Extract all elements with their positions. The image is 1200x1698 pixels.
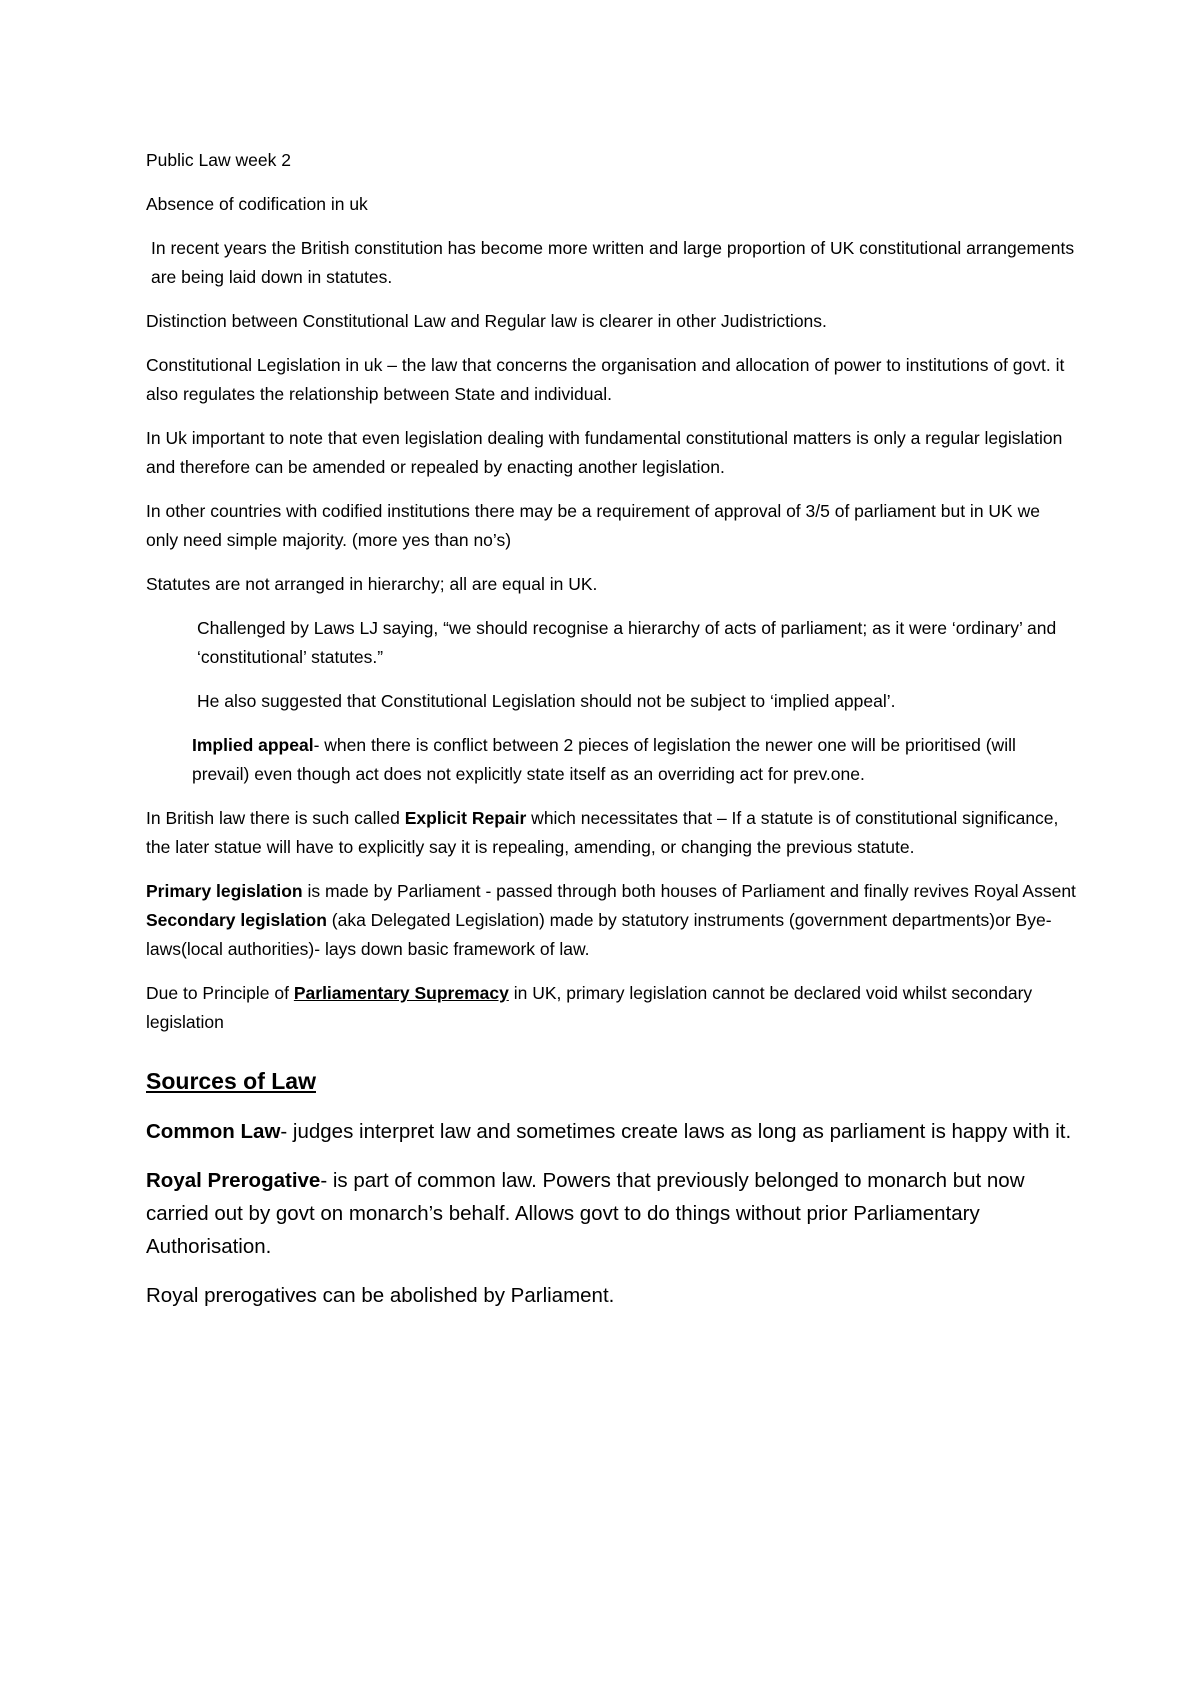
royal-prerogative-term: Royal Prerogative bbox=[146, 1169, 321, 1192]
paragraph-primary-legislation bbox=[146, 877, 1076, 906]
implied-appeal-definition: - when there is conflict between 2 pieces of legislation the newer one will be prioritised (will prevail) even though act does not explicitly state itself as an overriding act for prev.one. bbox=[192, 735, 1016, 784]
document-body bbox=[146, 146, 1076, 1328]
sources-of-law-heading: Sources of Law bbox=[146, 1068, 316, 1094]
common-law-term: Common Law bbox=[146, 1120, 281, 1143]
implied-appeal-term: Implied appeal bbox=[192, 735, 314, 755]
explicit-repair-intro: In British law there is such called bbox=[146, 808, 405, 828]
paragraph-suggested: He also suggested that Constitutional Legislation should not be subject to ‘implied appeal’. bbox=[197, 691, 896, 711]
secondary-legislation-term: Secondary legislation bbox=[146, 910, 327, 930]
paragraph-explicit-repair bbox=[146, 804, 1076, 862]
supremacy-definition: in UK, primary legislation cannot be declared void whilst secondary legislation bbox=[146, 983, 1033, 1032]
paragraph-important-note: In Uk important to note that even legislation dealing with fundamental constitutional matters is only a regular legislation and therefore can be amended or repealed by enacting another legislation. bbox=[146, 428, 1063, 477]
paragraph-challenged: Challenged by Laws LJ saying, “we should recognise a hierarchy of acts of parliament; as it were ‘ordinary’ and ‘constitutional’ statutes.” bbox=[197, 618, 1057, 667]
paragraph-royal-prerogative bbox=[146, 1164, 1076, 1263]
paragraph-parliamentary-supremacy bbox=[146, 979, 1076, 1037]
primary-legislation-definition: is made by Parliament - passed through both houses of Parliament and finally revives Royal Assent bbox=[302, 881, 1076, 901]
document-title: Public Law week 2 bbox=[146, 150, 291, 170]
paragraph-recent-years: In recent years the British constitution has become more written and large proportion of UK constitutional arrangements are being laid down in statutes. bbox=[151, 238, 1075, 287]
supremacy-intro: Due to Principle of bbox=[146, 983, 294, 1003]
paragraph-distinction: Distinction between Constitutional Law and Regular law is clearer in other Judistrictions. bbox=[146, 311, 827, 331]
secondary-legislation-definition: (aka Delegated Legislation) made by statutory instruments (government departments)or Bye-laws(local authorities)- lays down basic framework of law. bbox=[146, 910, 1052, 959]
paragraph-constitutional-legislation: Constitutional Legislation in uk – the law that concerns the organisation and allocation of power to institutions of govt. it also regulates the relationship between State and individual. bbox=[146, 355, 1065, 404]
paragraph-implied-appeal bbox=[146, 731, 1076, 789]
explicit-repair-definition: which necessitates that – If a statute is of constitutional significance, the later statue will have to explicitly say it is repealing, amending, or changing the previous statute. bbox=[146, 808, 1059, 857]
explicit-repair-term: Explicit Repair bbox=[404, 808, 527, 828]
royal-prerogative-definition: - is part of common law. Powers that previously belonged to monarch but now carried out by govt on monarch’s behalf. Allows govt to do things without prior Parliamentary Authorisation. bbox=[146, 1169, 1025, 1258]
primary-legislation-term: Primary legislation bbox=[146, 881, 303, 901]
paragraph-hierarchy: Statutes are not arranged in hierarchy; all are equal in UK. bbox=[146, 574, 598, 594]
paragraph-other-countries: In other countries with codified institutions there may be a requirement of approval of 3/5 of parliament but in UK we only need simple majority. (more yes than no’s) bbox=[146, 501, 1040, 550]
common-law-definition: - judges interpret law and sometimes create laws as long as parliament is happy with it. bbox=[280, 1120, 1072, 1143]
parliamentary-supremacy-term: Parliamentary Supremacy bbox=[293, 983, 509, 1003]
paragraph-common-law bbox=[146, 1115, 1076, 1148]
paragraph-secondary-legislation bbox=[146, 906, 1076, 964]
paragraph-royal-prerogatives-abolished: Royal prerogatives can be abolished by Parliament. bbox=[146, 1284, 615, 1307]
section-subtitle: Absence of codification in uk bbox=[146, 194, 368, 214]
